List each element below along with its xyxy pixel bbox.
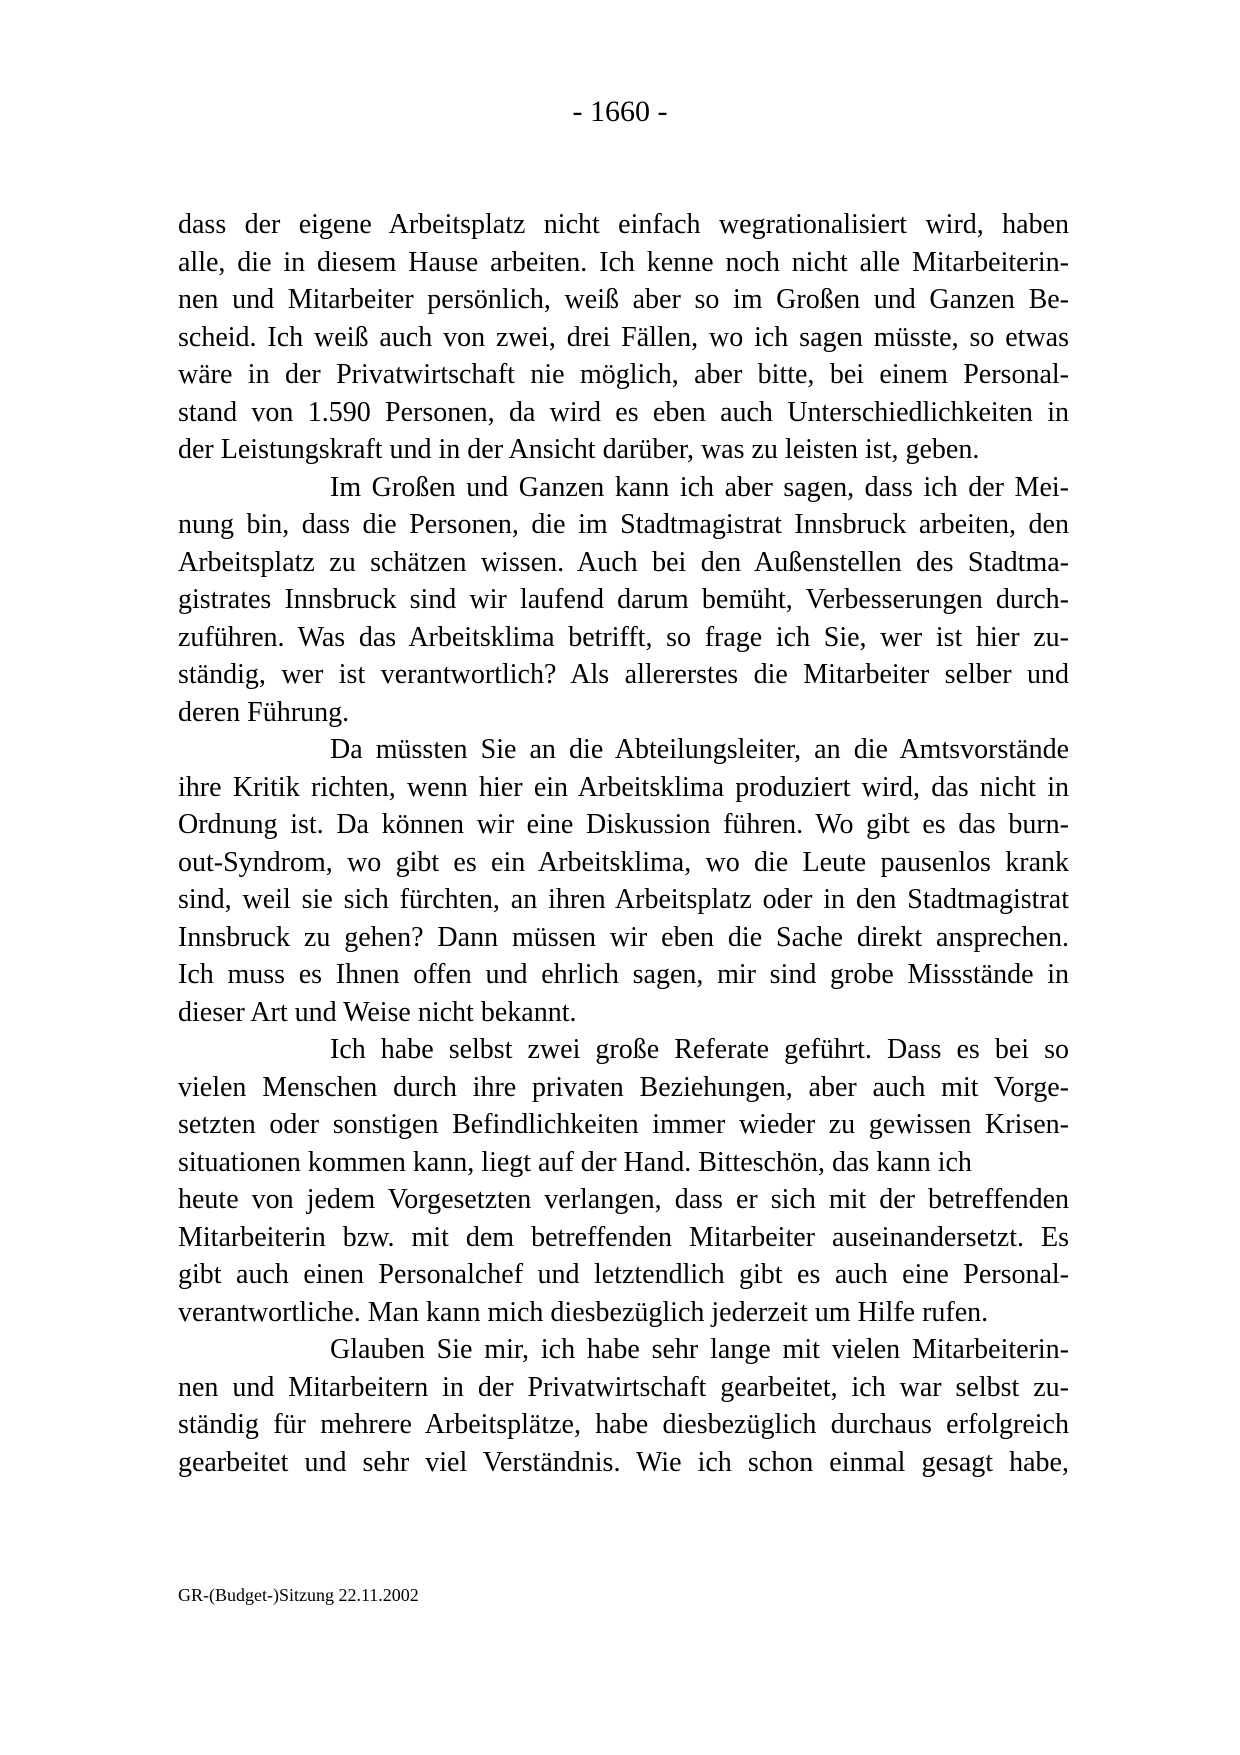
text-line: Ich muss es Ihnen offen und ehrlich sagen, mir sind grobe Missstände in [178,959,1069,990]
text-line: alle, die in diesem Hause arbeiten. Ich kenne noch nicht alle Mitarbeiterin- [178,246,1069,278]
text-line: deren Führung. [178,696,350,728]
page-number: - 1660 - [572,95,668,128]
text-line: scheid. Ich weiß auch von zwei, drei Fällen, wo ich sagen müsste, so etwas [178,321,1069,353]
text-line: verantwortliche. Man kann mich diesbezüglich jederzeit um Hilfe rufen. [178,1296,989,1328]
text-line: vielen Menschen durch ihre privaten Beziehungen, aber auch mit Vorge- [178,1071,1069,1103]
paragraph [178,1031,1069,1331]
text-line: Da müssten Sie an die Abteilungsleiter, an die Amtsvorstände [330,734,1069,765]
paragraph [178,469,1069,732]
text-line: heute von jedem Vorgesetzten verlangen, dass er sich mit der betreffenden [178,1184,1069,1215]
text-line: dass der eigene Arbeitsplatz nicht einfach wegrationalisiert wird, haben [178,209,1069,240]
paragraph [178,731,1069,1031]
text-line: dieser Art und Weise nicht bekannt. [178,996,577,1028]
text-line: setzten oder sonstigen Befindlichkeiten immer wieder zu gewissen Krisen- [178,1109,1069,1140]
text-line: Innsbruck zu gehen? Dann müssen wir eben die Sache direkt ansprechen. [178,921,1069,953]
text-line: gistrates Innsbruck sind wir laufend darum bemüht, Verbesserungen durch- [178,584,1069,615]
text-line: Mitarbeiterin bzw. mit dem betreffenden Mitarbeiter auseinandersetzt. Es [178,1221,1069,1253]
text-line: nen und Mitarbeitern in der Privatwirtschaft gearbeitet, ich war selbst zu- [178,1371,1069,1403]
text-line: der Leistungskraft und in der Ansicht darüber, was zu leisten ist, geben. [178,434,980,465]
text-line: nung bin, dass die Personen, die im Stadtmagistrat Innsbruck arbeiten, den [178,509,1069,540]
footer-session-label: GR-(Budget-)Sitzung 22.11.2002 [178,1585,419,1605]
text-line: nen und Mitarbeiter persönlich, weiß aber so im Großen und Ganzen Be- [178,284,1069,315]
text-line: ständig für mehrere Arbeitsplätze, habe diesbezüglich durchaus erfolgreich [178,1409,1069,1440]
text-line: ständig, wer ist verantwortlich? Als allererstes die Mitarbeiter selber und [178,659,1069,690]
text-line: sind, weil sie sich fürchten, an ihren Arbeitsplatz oder in den Stadtmagistrat [178,884,1069,915]
text-line: situationen kommen kann, liegt auf der Hand. Bitteschön, das kann ich [178,1146,972,1178]
text-line: Im Großen und Ganzen kann ich aber sagen, dass ich der Mei- [330,471,1069,503]
paragraph [178,206,1069,469]
document-body [178,206,1069,1481]
text-line: stand von 1.590 Personen, da wird es eben auch Unterschiedlichkeiten in [178,396,1069,428]
text-line: zuführen. Was das Arbeitsklima betrifft, so frage ich Sie, wer ist hier zu- [178,621,1069,653]
text-line: Ordnung ist. Da können wir eine Diskussion führen. Wo gibt es das burn- [178,809,1069,840]
text-line: wäre in der Privatwirtschaft nie möglich, aber bitte, bei einem Personal- [178,359,1069,390]
text-line: ihre Kritik richten, wenn hier ein Arbeitsklima produziert wird, das nicht in [178,771,1069,803]
paragraph [178,1331,1069,1481]
text-line: out-Syndrom, wo gibt es ein Arbeitsklima, wo die Leute pausenlos krank [178,846,1069,878]
text-line: gibt auch einen Personalchef und letztendlich gibt es auch eine Personal- [178,1259,1069,1290]
text-line: Glauben Sie mir, ich habe sehr lange mit vielen Mitarbeiterin- [330,1334,1069,1365]
text-line: Ich habe selbst zwei große Referate geführt. Dass es bei so [330,1034,1069,1065]
text-line: Arbeitsplatz zu schätzen wissen. Auch bei den Außenstellen des Stadtma- [178,546,1069,578]
text-line: gearbeitet und sehr viel Verständnis. Wie ich schon einmal gesagt habe, [178,1446,1069,1478]
